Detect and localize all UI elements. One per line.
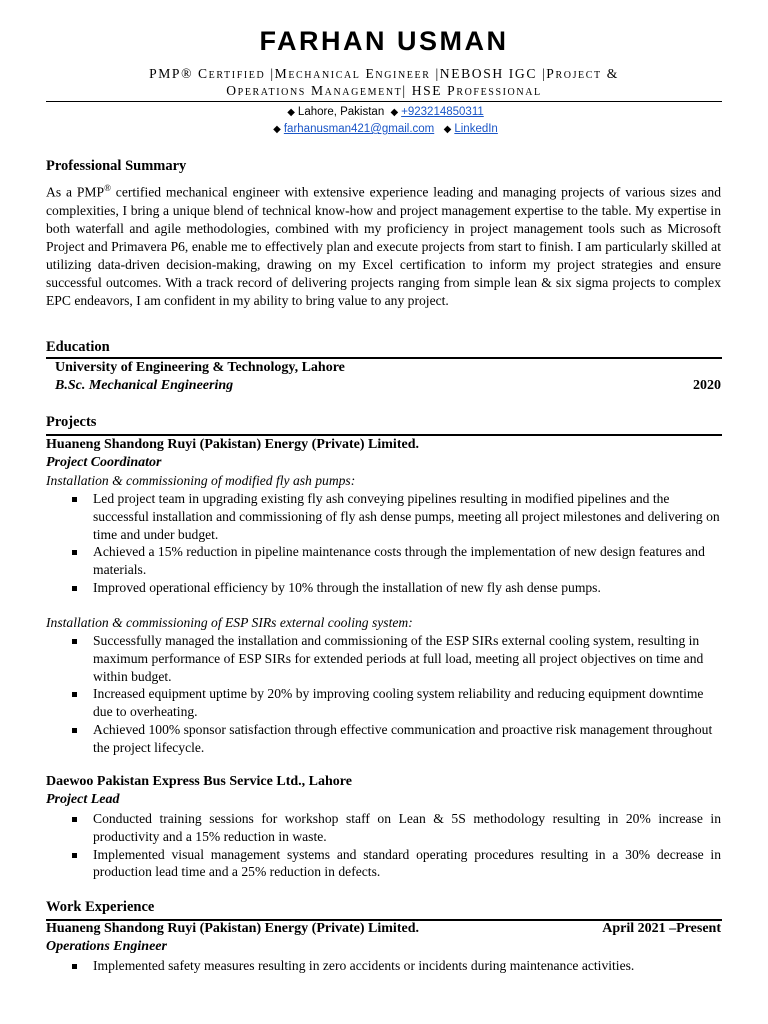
headline [60,65,708,99]
square-bullet-icon [72,497,77,502]
list-item: Conducted training sessions for workshop staff on Lean & 5S methodology resulting in 20% increase in productivity and a 15% reduction in waste. [46,810,721,846]
list-item: Successfully managed the installation and commissioning of the ESP SIRs external cooling system, resulting in maximum performance of ESP SIRs for extended periods at full load, meeting all project objectives on time and within budget. [46,632,721,685]
header-divider [46,101,722,102]
education-heading: Education [46,339,110,355]
diamond-bullet-icon: ◆ [273,124,281,135]
project-3-bullets [46,810,721,881]
projects-heading: Projects [46,414,97,430]
contact-line-1 [0,106,768,118]
graduation-year: 2020 [693,378,721,393]
work-bullets [46,957,721,975]
project-2-title: Installation & commissioning of ESP SIRs external cooling system: [46,615,413,630]
project-2-bullets [46,632,721,757]
phone-link[interactable]: +923214850311 [401,106,484,118]
projects-company-1: Huaneng Shandong Ruyi (Pakistan) Energy (Private) Limited. [46,437,419,452]
project-1-bullets [46,490,721,597]
email-link[interactable]: farhanusman421@gmail.com [283,123,435,135]
education-degree-row [55,378,721,394]
list-item: Achieved 100% sponsor satisfaction through effective communication and proactive risk management throughout the project lifecycle. [46,721,721,757]
education-university: University of Engineering & Technology, Lahore [55,360,345,375]
square-bullet-icon [72,692,77,697]
square-bullet-icon [72,964,77,969]
square-bullet-icon [72,586,77,591]
summary-text: As a PMP® certified mechanical engineer with extensive experience leading and managing projects of various sizes and complexities, I bring a unique blend of technical know-how and project management expertise to the table. My expertise in both waterfall and agile methodologies, combined with my proficiency in project management tools such as Microsoft Project and Primavera P6, enable me to effectively plan and execute projects from start to finish. I am particularly skilled at utilizing data-driven decision-making, drawing on my Excel certification to inform my project strategies and ensure successful outcomes. With a track record of delivering projects ranging from simple lean & six sigma projects to complex EPC endeavors, I am confident in my ability to bring value to any project. [46,183,721,309]
project-1-title: Installation & commissioning of modified fly ash pumps: [46,473,356,488]
headline-line-2: Operations Management| HSE Professional [226,83,542,98]
projects-role-1: Project Coordinator [46,455,162,470]
work-role: Operations Engineer [46,939,167,954]
projects-company-2: Daewoo Pakistan Express Bus Service Ltd., Lahore [46,774,352,789]
work-heading: Work Experience [46,899,155,915]
candidate-name: FARHAN USMAN [259,26,509,56]
summary-heading: Professional Summary [46,158,187,174]
diamond-bullet-icon: ◆ [390,107,399,118]
contact-line-2 [0,123,768,135]
projects-divider [46,434,722,436]
square-bullet-icon [72,639,77,644]
work-dates: April 2021 –Present [602,921,721,936]
square-bullet-icon [72,550,77,555]
list-item: Implemented safety measures resulting in zero accidents or incidents during maintenance activities. [46,957,721,975]
linkedin-link[interactable]: LinkedIn [454,123,498,135]
diamond-bullet-icon: ◆ [443,124,452,135]
list-item: Improved operational efficiency by 10% through the installation of new fly ash dense pumps. [46,579,721,597]
location: Lahore, Pakistan [297,106,385,118]
headline-line-1: PMP® Certified |Mechanical Engineer |NEBOSH IGC |Project & [149,66,619,81]
education-divider [46,357,722,359]
work-company-row [46,921,721,937]
list-item: Increased equipment uptime by 20% by improving cooling system reliability and reducing equipment downtime due to overheating. [46,685,721,721]
list-item: Implemented visual management systems and standard operating procedures resulting in a 30% decrease in production lead time and a 25% reduction in defects. [46,846,721,882]
square-bullet-icon [72,728,77,733]
projects-role-2: Project Lead [46,792,120,807]
diamond-bullet-icon: ◆ [287,107,295,118]
square-bullet-icon [72,853,77,858]
work-company: Huaneng Shandong Ruyi (Pakistan) Energy (Private) Limited. [46,921,419,936]
list-item: Achieved a 15% reduction in pipeline maintenance costs through the implementation of new design features and materials. [46,543,721,579]
degree: B.Sc. Mechanical Engineering [55,378,234,393]
square-bullet-icon [72,817,77,822]
list-item: Led project team in upgrading existing fly ash conveying pipelines resulting in modified pipelines and the successful installation and commissioning of fly ash dense pumps, meeting all project milestones and delivering on time and under budget. [46,490,721,543]
